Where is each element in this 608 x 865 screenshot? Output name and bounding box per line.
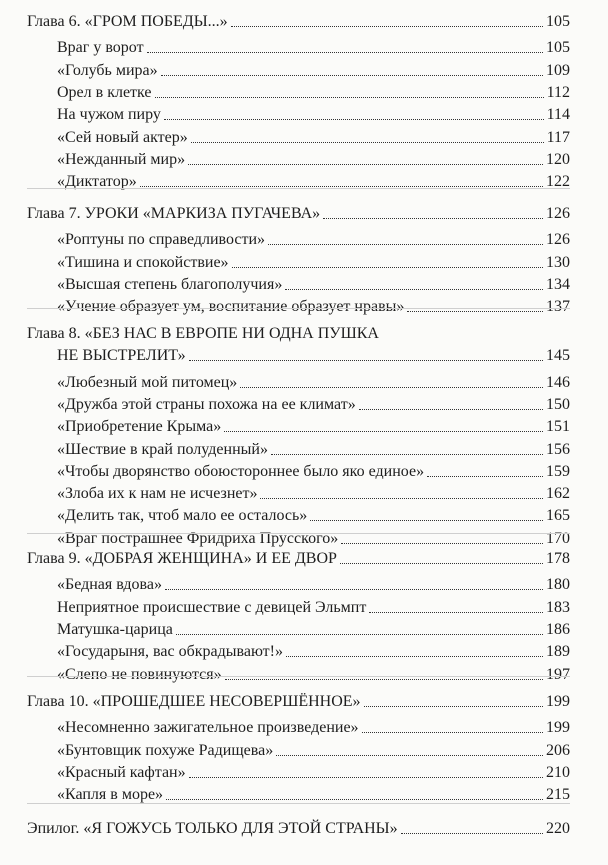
dot-leader xyxy=(191,141,544,143)
dot-leader xyxy=(155,96,544,98)
section-divider xyxy=(27,188,570,189)
toc-entry-title: «Любезный мой питомец» xyxy=(57,373,238,391)
toc-entry xyxy=(57,57,570,81)
toc-entry-page-number: 162 xyxy=(546,485,570,503)
dot-leader xyxy=(165,588,543,590)
chapter-heading-title: Глава 9. «ДОБРАЯ ЖЕНЩИНА» И ЕЕ ДВОР xyxy=(27,550,337,567)
toc-entry xyxy=(57,458,570,482)
dot-leader xyxy=(232,266,543,268)
toc-entry-title: «Враг пострашнее Фридриха Прусского» xyxy=(57,529,339,547)
chapter-heading xyxy=(27,8,570,32)
dot-leader xyxy=(240,386,543,388)
toc-entry xyxy=(57,737,570,761)
chapter-heading-continuation-title: НЕ ВЫСТРЕЛИТ» xyxy=(57,347,186,365)
toc-entry-title: «Злоба их к нам не исчезнет» xyxy=(57,485,258,503)
toc-entry-page-number: 156 xyxy=(546,440,570,458)
toc-entry-title: «Бунтовщик похуже Радищева» xyxy=(57,741,274,759)
toc-entry-title: «Капля в море» xyxy=(57,786,164,804)
dot-leader xyxy=(276,754,543,756)
toc-entry-page-number: 180 xyxy=(546,576,570,594)
toc-entry xyxy=(57,369,570,393)
chapter-heading-continuation xyxy=(57,342,570,366)
dot-leader xyxy=(369,611,543,613)
toc-entry-title: Враг у ворот xyxy=(57,39,144,57)
toc-entry-page-number: 159 xyxy=(546,462,570,480)
dot-leader xyxy=(188,163,543,165)
dot-leader xyxy=(407,310,543,312)
toc-entry-title: «Учение образует ум, воспитание образует нравы» xyxy=(57,298,405,316)
toc-entry-title: «Шествие в край полуденный» xyxy=(57,440,268,458)
chapter-heading-title: Глава 8. «БЕЗ НАС В ЕВРОПЕ НИ ОДНА ПУШКА xyxy=(27,325,379,342)
toc-entry-page-number: 114 xyxy=(546,106,570,124)
toc-entry-title: «Диктатор» xyxy=(57,173,137,191)
toc-entry-page-number: 183 xyxy=(546,598,570,616)
toc-entry-title: Орел в клетке xyxy=(57,83,152,101)
toc-entry-title: «Делить так, чтоб мало ее осталось» xyxy=(57,507,308,525)
toc-entry xyxy=(57,293,570,317)
chapter-heading-title: Глава 6. «ГРОМ ПОБЕДЫ...» xyxy=(27,13,228,30)
dot-leader xyxy=(427,475,543,477)
dot-leader xyxy=(176,633,543,635)
toc-entry xyxy=(57,226,570,250)
toc-entry xyxy=(57,480,570,504)
toc-entry xyxy=(57,714,570,738)
dot-leader xyxy=(286,655,543,657)
toc-entry-title: «Голубь мира» xyxy=(57,61,158,79)
toc-entry-title: «Высшая степень благополучия» xyxy=(57,275,283,293)
dot-leader xyxy=(225,678,543,680)
toc-entry-page-number: 150 xyxy=(546,395,570,413)
dot-leader xyxy=(401,832,543,834)
chapter-heading xyxy=(27,688,570,712)
section-divider xyxy=(27,803,570,804)
dot-leader xyxy=(231,25,543,27)
toc-entry-title: «Слепо не повинуются» xyxy=(57,665,222,683)
toc-entry-page-number: 186 xyxy=(546,620,570,638)
toc-entry xyxy=(57,502,570,526)
toc-entry-page-number: 126 xyxy=(546,231,570,249)
toc-entry-page-number: 189 xyxy=(546,643,570,661)
dot-leader xyxy=(271,453,543,455)
toc-entry xyxy=(57,616,570,640)
epilogue-heading xyxy=(27,815,570,839)
dot-leader xyxy=(362,731,543,733)
toc-entry-title: На чужом пиру xyxy=(57,106,161,124)
toc-entry-page-number: 210 xyxy=(546,763,570,781)
toc-entry-page-number: 151 xyxy=(546,418,570,436)
dot-leader xyxy=(285,288,543,290)
chapter-heading-page-number: 199 xyxy=(546,693,570,710)
dot-leader xyxy=(359,408,543,410)
dot-leader xyxy=(166,798,543,800)
toc-entry xyxy=(57,249,570,273)
chapter-heading-page-number: 178 xyxy=(546,550,570,567)
toc-entry xyxy=(57,413,570,437)
toc-entry xyxy=(57,571,570,595)
epilogue-heading-page-number: 220 xyxy=(546,820,570,837)
chapter-heading xyxy=(27,320,570,344)
toc-entry xyxy=(57,436,570,460)
toc-entry xyxy=(57,271,570,295)
toc-entry xyxy=(57,638,570,662)
toc-entry xyxy=(57,146,570,170)
chapter-heading xyxy=(27,545,570,569)
toc-entry-page-number: 146 xyxy=(546,373,570,391)
toc-entry xyxy=(57,781,570,805)
toc-entry xyxy=(57,79,570,103)
toc-entry-title: «Дружба этой страны похожа на ее климат» xyxy=(57,395,356,413)
epilogue-heading-title: Эпилог. «Я ГОЖУСЬ ТОЛЬКО ДЛЯ ЭТОЙ СТРАНЫ» xyxy=(27,820,398,837)
toc-entry-title: «Тишина и спокойствие» xyxy=(57,253,229,271)
toc-entry-page-number: 120 xyxy=(546,150,570,168)
dot-leader xyxy=(189,359,543,361)
toc-entry-page-number: 215 xyxy=(546,786,570,804)
toc-entry xyxy=(57,391,570,415)
dot-leader xyxy=(340,562,543,564)
chapter-heading-page-number: 105 xyxy=(546,13,570,30)
chapter-heading-continuation-page-number: 145 xyxy=(546,347,570,365)
dot-leader xyxy=(260,497,543,499)
toc-entry-page-number: 165 xyxy=(546,507,570,525)
toc-entry-page-number: 109 xyxy=(546,61,570,79)
chapter-heading-title: Глава 7. УРОКИ «МАРКИЗА ПУГАЧЕВА» xyxy=(27,205,321,222)
toc-entry-title: Неприятное происшествие с девицей Эльмпт xyxy=(57,598,367,616)
dot-leader xyxy=(310,519,543,521)
toc-entry-title: «Сей новый актер» xyxy=(57,128,188,146)
toc-entry xyxy=(57,594,570,618)
toc-entry-title: «Несомненно зажигательное произведение» xyxy=(57,719,359,737)
chapter-heading-title: Глава 10. «ПРОШЕДШЕЕ НЕСОВЕРШЁННОЕ» xyxy=(27,693,361,710)
dot-leader xyxy=(341,542,543,544)
dot-leader xyxy=(147,51,543,53)
toc-entry xyxy=(57,101,570,125)
toc-entry-title: Матушка-царица xyxy=(57,620,173,638)
toc-entry-title: «Роптуны по справедливости» xyxy=(57,231,266,249)
toc-entry-page-number: 122 xyxy=(546,173,570,191)
toc-entry-title: «Чтобы дворянство обоюстороннее было яко единое» xyxy=(57,462,425,480)
toc-entry-title: «Красный кафтан» xyxy=(57,763,186,781)
toc-entry-title: «Бедная вдова» xyxy=(57,576,162,594)
dot-leader xyxy=(323,217,543,219)
dot-leader xyxy=(364,705,543,707)
dot-leader xyxy=(268,243,543,245)
toc-entry-page-number: 197 xyxy=(546,665,570,683)
dot-leader xyxy=(189,776,543,778)
toc-entry-page-number: 117 xyxy=(546,128,570,146)
chapter-heading-page-number: 126 xyxy=(546,205,570,222)
toc-entry xyxy=(57,124,570,148)
section-divider xyxy=(27,676,570,677)
toc-entry-title: «Нежданный мир» xyxy=(57,150,186,168)
toc-entry-page-number: 170 xyxy=(546,529,570,547)
toc-entry-page-number: 206 xyxy=(546,741,570,759)
toc-entry-page-number: 134 xyxy=(546,275,570,293)
toc-entry xyxy=(57,661,570,685)
dot-leader xyxy=(224,430,543,432)
chapter-heading xyxy=(27,200,570,224)
toc-entry-page-number: 112 xyxy=(546,83,570,101)
section-divider xyxy=(27,533,570,534)
toc-entry xyxy=(57,34,570,58)
toc-entry-page-number: 130 xyxy=(546,253,570,271)
toc-entry-page-number: 199 xyxy=(546,719,570,737)
section-divider xyxy=(27,308,570,309)
toc-entry-page-number: 137 xyxy=(546,298,570,316)
toc-entry-title: «Государыня, вас обкрадывают!» xyxy=(57,643,283,661)
dot-leader xyxy=(164,118,544,120)
toc-entry xyxy=(57,759,570,783)
toc-entry-page-number: 105 xyxy=(546,39,570,57)
toc-entry-title: «Приобретение Крыма» xyxy=(57,418,222,436)
dot-leader xyxy=(161,74,543,76)
dot-leader xyxy=(140,185,543,187)
